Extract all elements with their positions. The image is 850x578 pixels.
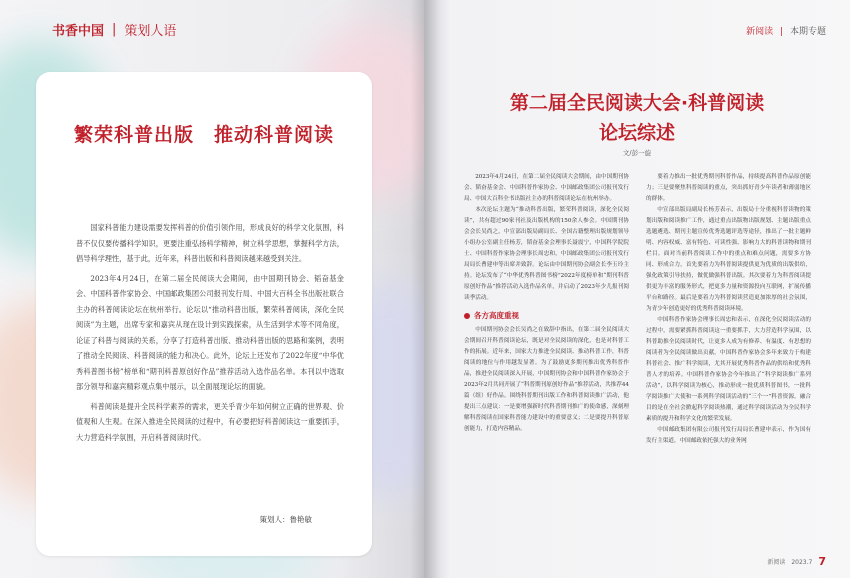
article-title-line2: 论坛综述 [598, 122, 675, 144]
page-footer [767, 555, 826, 568]
editorial-paragraph: 2023年4月24日，在第二届全民阅读大会期间，由中国期刊协会、韬奋基金会、中国科普作家协会、中国邮政集团公司报刊发行局、中国大百科全书出版社联合主办的科普阅读论坛在杭州举行。论坛以“推动科普出版，繁荣科普阅读，深化全民阅读”为主题，出席专家和嘉宾从现在设计到实践探索，从生活到学术等不同角度，论证了科普与阅读的关系，分享了打造科普出版、推动科普出版的思路和案例，表明了推动全民阅读、科普阅读的能力和决心。此外，论坛上还发布了2022年度“中华优秀科普图书榜”榜单和“期刊科普原创好作品”推荐活动入选作品名单。本刊以中选取部分领导和嘉宾精彩观点集中展示，以全面展现论坛的面貌。 [76, 273, 344, 391]
right-page-header [746, 24, 826, 37]
editorial-title: 繁荣科普出版 推动科普阅读 [73, 124, 334, 146]
article-paragraph: 要着力推出一批优秀期刊科普作品，持续提高科普作品原创能力；三是要聚焦科普阅读的重点，突出抓好青少年读者和薄弱地区的群体。 [646, 174, 811, 202]
left-page-header [52, 20, 176, 39]
bullet-dot-icon [464, 313, 470, 319]
article-column-2 [646, 172, 811, 447]
header-separator: | [780, 27, 784, 37]
article-paragraph: 中国邮政集团有限公司报刊发行局局长曹建申表示，作为国有发行主渠道，中国邮政依托强大的业务网 [646, 427, 811, 444]
article-subhead [464, 310, 629, 321]
article-author: 文/彭一旋 [622, 149, 652, 157]
editorial-body [76, 220, 344, 449]
page-number: 7 [818, 555, 826, 568]
editorial-signature: 策划人：鲁艳敏 [259, 515, 312, 524]
editorial-paragraph: 科普阅读是提升全民科学素养的需求，更关乎青少年如何树立正确的世界观、价值观和人生观。在深入推进全民阅读的过程中，有必要把好科普阅读这一重要抓手，大力营造科学氛围，开启科普阅读时代。 [76, 401, 344, 442]
article-paragraph: 本次论坛主题为“推动科普出版，繁荣科普阅读，深化全民阅读”，共有超过90家刊社及出版机构的150余人参会。中国期刊协会会长吴尚之，中宣部出版局副局长、全国古籍整理出版规划领导小组办公室副主任杨芳，韬奋基金会理事长聂震宁，中国科学院院士、中国科普作家协会理事长周忠和，中国邮政集团公司报刊发行局局长曹建申等出席并致辞。论坛由中国期刊协会副会长李玉玲主持。论坛发布了“中华优秀科普图书榜”2022年度榜单和“期刊科普原创好作品”推荐活动入选作品名单，并启动了2023年少儿报刊阅读季活动。 [464, 207, 629, 301]
left-page [0, 0, 424, 578]
article-paragraph: 2023年4月24日，在第二届全民阅读大会期间，由中国期刊协会、韬奋基金会、中国科普作家协会、中国邮政集团公司报刊发行局、中国大百科全书出版社主办的科普阅读论坛在杭州举办。 [464, 174, 629, 202]
subhead-label: 各方高度重视 [474, 311, 519, 320]
right-page [424, 0, 850, 578]
article-paragraph: 中宣部出版局副局长杨芳表示，出版局十分重视科普读物的策划出版和阅读推广工作，通过重点出版物出版规划、主题出版重点选题遴选、期刊主题宣传优秀选题评选等途径，推出了一批主题鲜明、内容权威、富有特色、可读性强、影响力大的科普读物和期刊栏目。面对当前科普阅读工作中的重点和难点问题，需要多方协同、形成合力，首先要着力为科普阅读提供更为优质的出版供给，强化政策引导扶持，做优做强科普出版。其次要着力为科普阅读提供更为丰富的服务形式，把更多力量和资源投向互联网，扩展传播平台和路径。最后是要着力为科普阅读营造更加浓厚的社会氛围，为青少年创造更好的优秀科普阅读环境。 [646, 207, 811, 312]
brand-label: 书香中国 [52, 24, 105, 39]
article-title-line1: 第二届全民阅读大会·科普阅读 [509, 92, 765, 114]
article-paragraph: 中国科普作家协会理事长周忠和表示，在深化全民阅读活动的过程中，需要紧抓科普阅读这一重要抓手，大力营造科学氛围，以科普助推全民阅读时代，让更多人成为有修养、有温度、有思想的阅读者为全民阅读做出贡献。中国科普作家协会多年来致力于构建科普社会、推广科学阅读，尤其开展优秀科普作品的供给和优秀科普人才的培养。中国科普作家协会今年推出了“科学阅读推广系列活动”，以科学阅读为核心，推动形成一批优质科普图书，一批科学阅读推广大使和一系列科学阅读活动的“三个一”科普资源。融合目的是在全社会掀起科学阅读热潮，通过科学阅读活动为全民科学素质的提升和科学文化的繁荣发展。 [646, 317, 811, 422]
header-separator: | [112, 22, 117, 37]
section-label: 策划人语 [124, 24, 177, 39]
editorial-paragraph: 国家科普能力建设需要发挥科普的价值引领作用，形成良好的科学文化氛围，科普不仅仅要传播科学知识，更要注重弘扬科学精神，树立科学思想，掌握科学方法，倡导科学理性，基于此，近年来，科普出版和科普阅读越来越受到关注。 [76, 223, 344, 263]
article-paragraph: 中国期刊协会会长吴尚之在致辞中指出，在第二届全民阅读大会期间召开科普阅读论坛，既是对全民阅读的深化，也是对科普工作的拓展。近年来，国家大力推进全民阅读、推动科普工作，科普阅读的地位与作用越发显著。为了鼓励更多期刊推出优秀科普作品，推进全民阅读深入开展，中国期刊协会和中国科普作家协会于2023年2月共同开展了“科普期刊原创好作品”推荐活动，共推荐44篇（组）好作品。围绕科普期刊出版工作和科普阅读推广活动，他提出三点建议：一是要增强新时代科普期刊推广的使命感，深刻理解科普阅读在国家科普能力建设中的重要意义；二是要提升科普原创能力，打造内容精品。 [464, 327, 629, 432]
footer-label: 新阅读 2023.7 [767, 559, 813, 566]
article-column-1 [464, 172, 629, 435]
header-topic: 本期专题 [789, 27, 826, 37]
editorial-card [36, 72, 372, 556]
header-brand: 新阅读 [746, 27, 774, 37]
book-gutter-shadow [410, 0, 440, 578]
